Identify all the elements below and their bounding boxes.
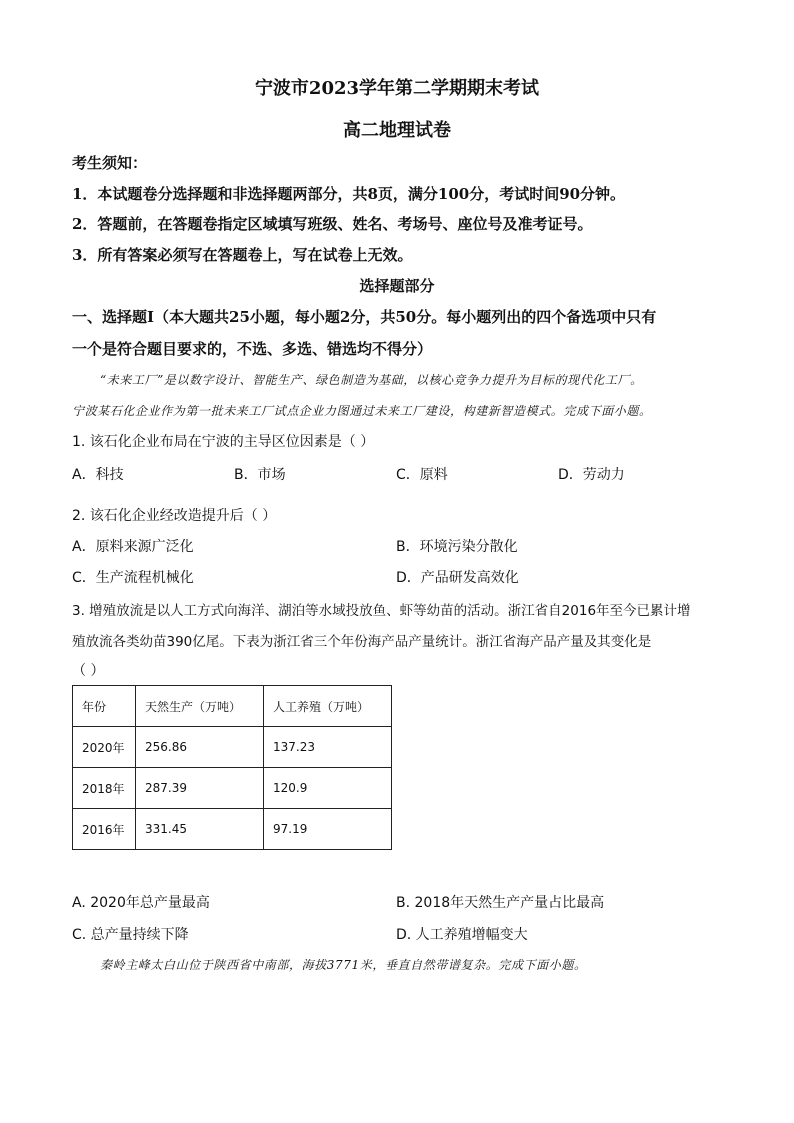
section-instruction-line1: 一、选择题Ⅰ（本大题共25小题，每小题2分，共50分。每小题列出的四个备选项中只有 [72, 308, 657, 326]
table-header-cell: 人工养殖（万吨） [264, 686, 392, 727]
q3-option-c: C. 总产量持续下降 [72, 927, 189, 943]
q1-option-d: D．劳动力 [558, 467, 625, 483]
table-header-cell: 年份 [73, 686, 136, 727]
notice-item-2: 2．答题前，在答题卷指定区域填写班级、姓名、考场号、座位号及准考证号。 [72, 215, 593, 233]
notice-heading: 考生须知： [72, 154, 148, 172]
table-cell: 331.45 [136, 809, 264, 850]
q1-stem: 1. 该石化企业布局在宁波的主导区位因素是（ ） [72, 434, 375, 450]
table-cell: 97.19 [264, 809, 392, 850]
table-cell: 2018年 [73, 768, 136, 809]
passage2-line1: 秦岭主峰太白山位于陕西省中南部，海拔3771米，垂直自然带谱复杂。完成下面小题。 [100, 958, 587, 972]
q3-production-table [72, 685, 392, 850]
table-row [73, 809, 392, 850]
q3-stem-line1: 3. 增殖放流是以人工方式向海洋、湖泊等水域投放鱼、虾等幼苗的活动。浙江省自2016年至今已累计增 [72, 603, 691, 619]
q2-option-c: C．生产流程机械化 [72, 570, 194, 586]
table-cell: 2020年 [73, 727, 136, 768]
q1-option-a: A．科技 [72, 467, 124, 483]
table-cell: 287.39 [136, 768, 264, 809]
notice-item-1: 1．本试题卷分选择题和非选择题两部分，共8页，满分100分，考试时间90分钟。 [72, 185, 626, 203]
table-header-cell: 天然生产（万吨） [136, 686, 264, 727]
q3-stem-line3: （ ） [72, 663, 105, 679]
q2-option-b: B．环境污染分散化 [396, 539, 518, 555]
table-header-row [73, 686, 392, 727]
exam-subtitle: 高二地理试卷 [343, 120, 451, 141]
section-instruction-line2: 一个是符合题目要求的，不选、多选、错选均不得分） [72, 340, 433, 358]
passage1-line2: 宁波某石化企业作为第一批未来工厂试点企业力图通过未来工厂建设，构建新智造模式。完成下面小题。 [72, 404, 652, 418]
q3-option-a: A. 2020年总产量最高 [72, 895, 210, 911]
table-cell: 2016年 [73, 809, 136, 850]
q2-stem: 2. 该石化企业经改造提升后（ ） [72, 508, 277, 524]
q3-option-b: B. 2018年天然生产产量占比最高 [396, 895, 605, 911]
q3-option-d: D. 人工养殖增幅变大 [396, 927, 528, 943]
q3-stem-line2: 殖放流各类幼苗390亿尾。下表为浙江省三个年份海产品产量统计。浙江省海产品产量及其变化是 [72, 634, 652, 650]
table-row [73, 727, 392, 768]
table-cell: 137.23 [264, 727, 392, 768]
passage1-line1: “未来工厂”是以数字设计、智能生产、绿色制造为基础，以核心竞争力提升为目标的现代化工厂。 [100, 373, 643, 387]
q1-option-c: C．原料 [396, 467, 448, 483]
table-cell: 256.86 [136, 727, 264, 768]
q1-option-b: B．市场 [234, 467, 286, 483]
section-title: 选择题部分 [359, 277, 435, 295]
table-row [73, 768, 392, 809]
exam-title: 宁波市2023学年第二学期期末考试 [254, 78, 540, 99]
notice-item-3: 3．所有答案必须写在答题卷上，写在试卷上无效。 [72, 246, 413, 264]
q2-option-a: A．原料来源广泛化 [72, 539, 194, 555]
q2-option-d: D．产品研发高效化 [396, 570, 519, 586]
table-cell: 120.9 [264, 768, 392, 809]
